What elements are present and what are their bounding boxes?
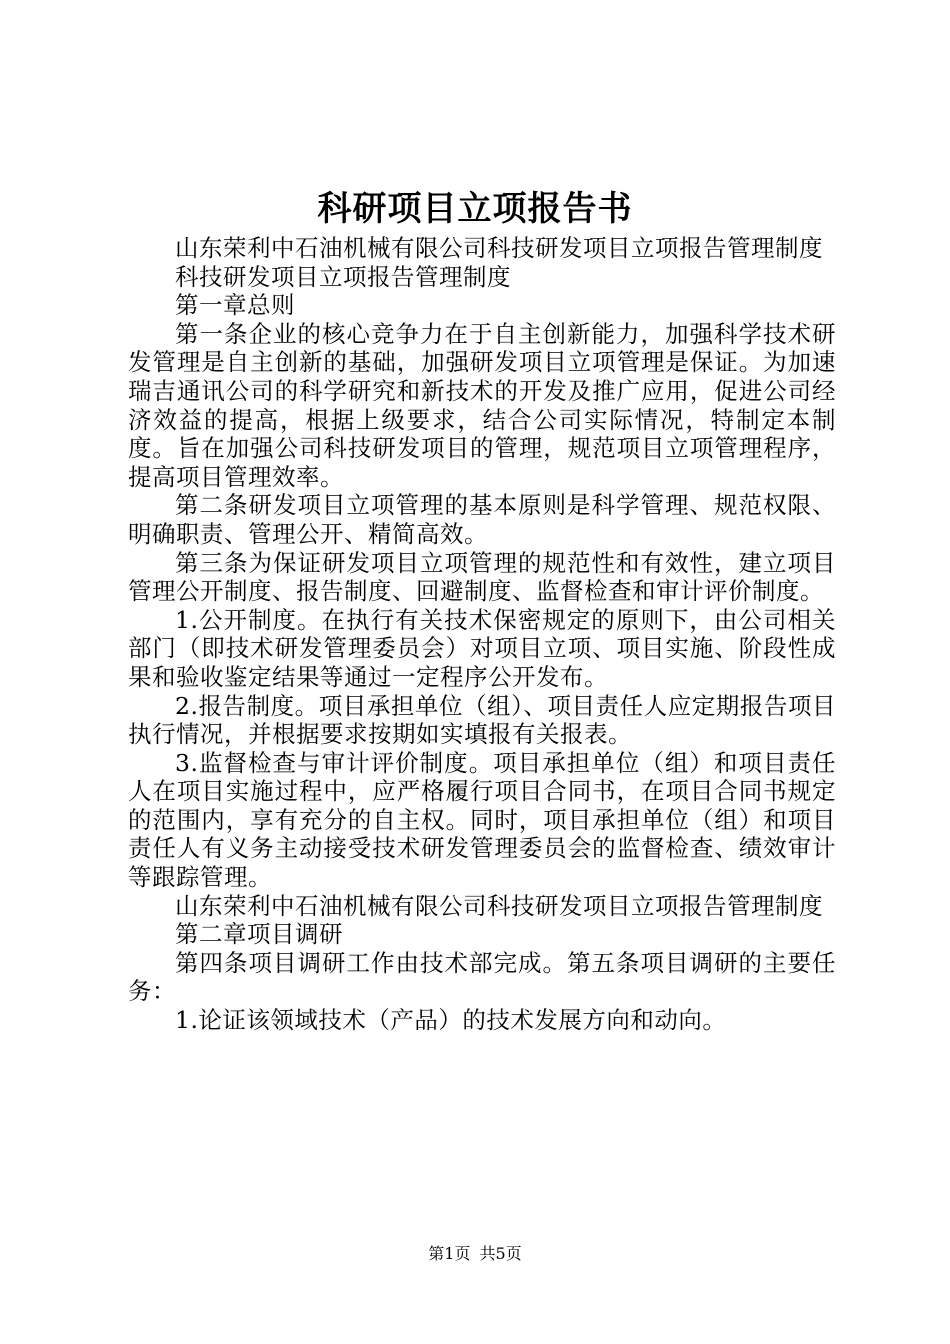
paragraph: 第三条为保证研发项目立项管理的规范性和有效性，建立项目管理公开制度、报告制度、回避制度、监督检查和审计评价制度。	[128, 548, 836, 606]
paragraph: 科技研发项目立项报告管理制度	[175, 262, 511, 291]
paragraph: 第一条企业的核心竞争力在于自主创新能力，加强科学技术研发管理是自主创新的基础，加强研发项目立项管理是保证。为加速瑞吉通讯公司的科学研究和新技术的开发及推广应用，促进公司经济效益的提高，根据上级要求，结合公司实际情况，特制定本制度。旨在加强公司科技研发项目的管理，规范项目立项管理程序，提高项目管理效率。	[128, 319, 836, 491]
paragraph: 第四条项目调研工作由技术部完成。第五条项目调研的主要任务：	[128, 948, 836, 1006]
document-title: 科研项目立项报告书	[317, 189, 633, 229]
list-item: 1.公开制度。在执行有关技术保密规定的原则下，由公司相关部门（即技术研发管理委员会）对项目立项、项目实施、阶段性成果和验收鉴定结果等通过一定程序公开发布。	[128, 605, 836, 691]
list-item: 3.监督检查与审计评价制度。项目承担单位（组）和项目责任人在项目实施过程中，应严格履行项目合同书，在项目合同书规定的范围内，享有充分的自主权。同时，项目承担单位（组）和项目责任人有义务主动接受技术研发管理委员会的监督检查、绩效审计等跟踪管理。	[128, 748, 836, 892]
chapter-heading: 第一章总则	[175, 291, 295, 320]
paragraph: 第二条研发项目立项管理的基本原则是科学管理、规范权限、明确职责、管理公开、精简高效。	[128, 491, 836, 548]
list-item: 1.论证该领域技术（产品）的技术发展方向和动向。	[175, 1006, 727, 1035]
document-body	[128, 234, 836, 1035]
page-footer	[0, 1244, 950, 1264]
list-item: 2.报告制度。项目承担单位（组）、项目责任人应定期报告项目执行情况，并根据要求按期如实填报有关报表。	[128, 691, 836, 749]
paragraph: 山东荣利中石油机械有限公司科技研发项目立项报告管理制度	[175, 234, 823, 262]
chapter-heading: 第二章项目调研	[175, 920, 343, 949]
page-total: 共5页	[479, 1244, 522, 1263]
paragraph: 山东荣利中石油机械有限公司科技研发项目立项报告管理制度	[175, 891, 823, 920]
page-number: 第1页	[428, 1244, 471, 1263]
